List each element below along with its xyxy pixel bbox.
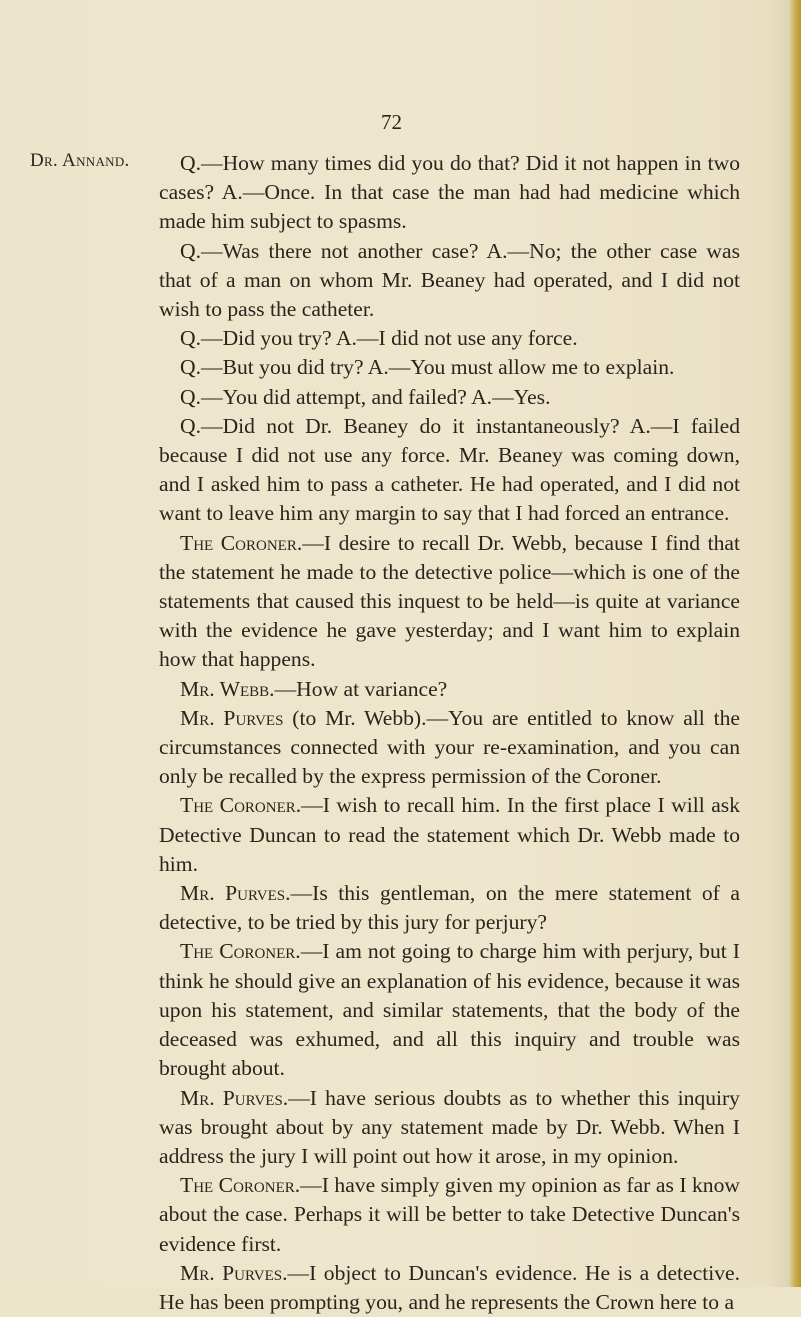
paragraph xyxy=(159,529,740,675)
paragraph xyxy=(159,1171,740,1259)
paragraph-text: —I have simply given my opinion as far as I know about the case. Perhaps it will be better to take Detective Duncan's evidence first. xyxy=(159,1173,740,1256)
speaker-name: The Coroner. xyxy=(180,530,303,555)
paragraph xyxy=(159,383,740,412)
paragraph-text: —I object to Duncan's evidence. He is a detective. He has been prompting you, and he represents the Crown here to a xyxy=(159,1260,740,1314)
speaker-name: The Coroner. xyxy=(180,793,302,818)
paragraph xyxy=(159,1259,740,1317)
paragraph xyxy=(159,324,740,353)
speaker-name: Mr. Purves xyxy=(180,705,284,730)
paragraph xyxy=(159,675,740,704)
paragraph-text: —I wish to recall him. In the first place I will ask Detective Duncan to read the statement which Dr. Webb made to him. xyxy=(159,793,740,876)
paragraph xyxy=(159,1084,740,1172)
paragraph xyxy=(159,149,740,237)
paragraph xyxy=(159,937,740,1083)
paragraph xyxy=(159,879,740,937)
paragraph-text: Q.—Did not Dr. Beaney do it instantaneously? A.—I failed because I did not use any force. Mr. Beaney was coming down, and I asked him to pass a catheter. He had operated, and I did not want to leave him any margin to say that I had forced an entrance. xyxy=(159,413,740,526)
paragraph xyxy=(159,791,740,879)
paragraph xyxy=(159,704,740,792)
paragraph-text: —I have serious doubts as to whether this inquiry was brought about by any statement made by Dr. Webb. When I address the jury I will point out how it arose, in my opinion. xyxy=(159,1085,740,1168)
paragraph-text: —I desire to recall Dr. Webb, because I find that the statement he made to the detective police—which is one of the statements that caused this inquest to be held—is quite at variance with the evidence he gave yesterday; and I want him to explain how that happens. xyxy=(159,530,740,672)
margin-speaker-label: Dr. Annand. xyxy=(30,150,130,171)
paragraph-text: —Is this gentleman, on the mere statement of a detective, to be tried by this jury for perjury? xyxy=(159,881,740,935)
paragraph xyxy=(159,412,740,529)
speaker-name: The Coroner. xyxy=(180,939,301,964)
paragraph-text: Q.—Was there not another case? A.—No; the other case was that of a man on whom Mr. Beaney had operated, and I did not wish to pass the catheter. xyxy=(159,238,740,322)
paragraph-text: —I am not going to charge him with perjury, but I think he should give an explanation of his evidence, because it was upon his statement, and similar statements, that the body of the deceased was exhumed, and all this inquiry and trouble was brought about. xyxy=(159,939,740,1081)
speaker-name: Mr. Webb. xyxy=(180,676,275,701)
paragraph-text: Q.—How many times did you do that? Did it not happen in two cases? A.—Once. In that case the man had had medicine which made him subject to spasms. xyxy=(159,151,740,234)
speaker-name: Mr. Purves. xyxy=(180,1085,289,1110)
transcript-text xyxy=(159,149,740,1317)
speaker-name: Mr. Purves. xyxy=(180,881,291,906)
paragraph xyxy=(159,353,740,382)
paragraph xyxy=(159,237,740,325)
speaker-name: The Coroner. xyxy=(180,1173,301,1198)
paragraph-text: —How at variance? xyxy=(274,676,448,701)
paragraph-text: (to Mr. Webb).—You are entitled to know all the circumstances connected with your re-examination, and you can only be recalled by the express permission of the Coroner. xyxy=(159,705,740,789)
paragraph-text: Q.—You did attempt, and failed? A.—Yes. xyxy=(180,384,551,409)
page-edge-shadow xyxy=(789,0,801,1287)
paragraph-text: Q.—But you did try? A.—You must allow me to explain. xyxy=(180,355,675,380)
paragraph-text: Q.—Did you try? A.—I did not use any force. xyxy=(180,326,578,351)
page-number: 72 xyxy=(381,110,402,134)
speaker-name: Mr. Purves. xyxy=(180,1260,288,1285)
